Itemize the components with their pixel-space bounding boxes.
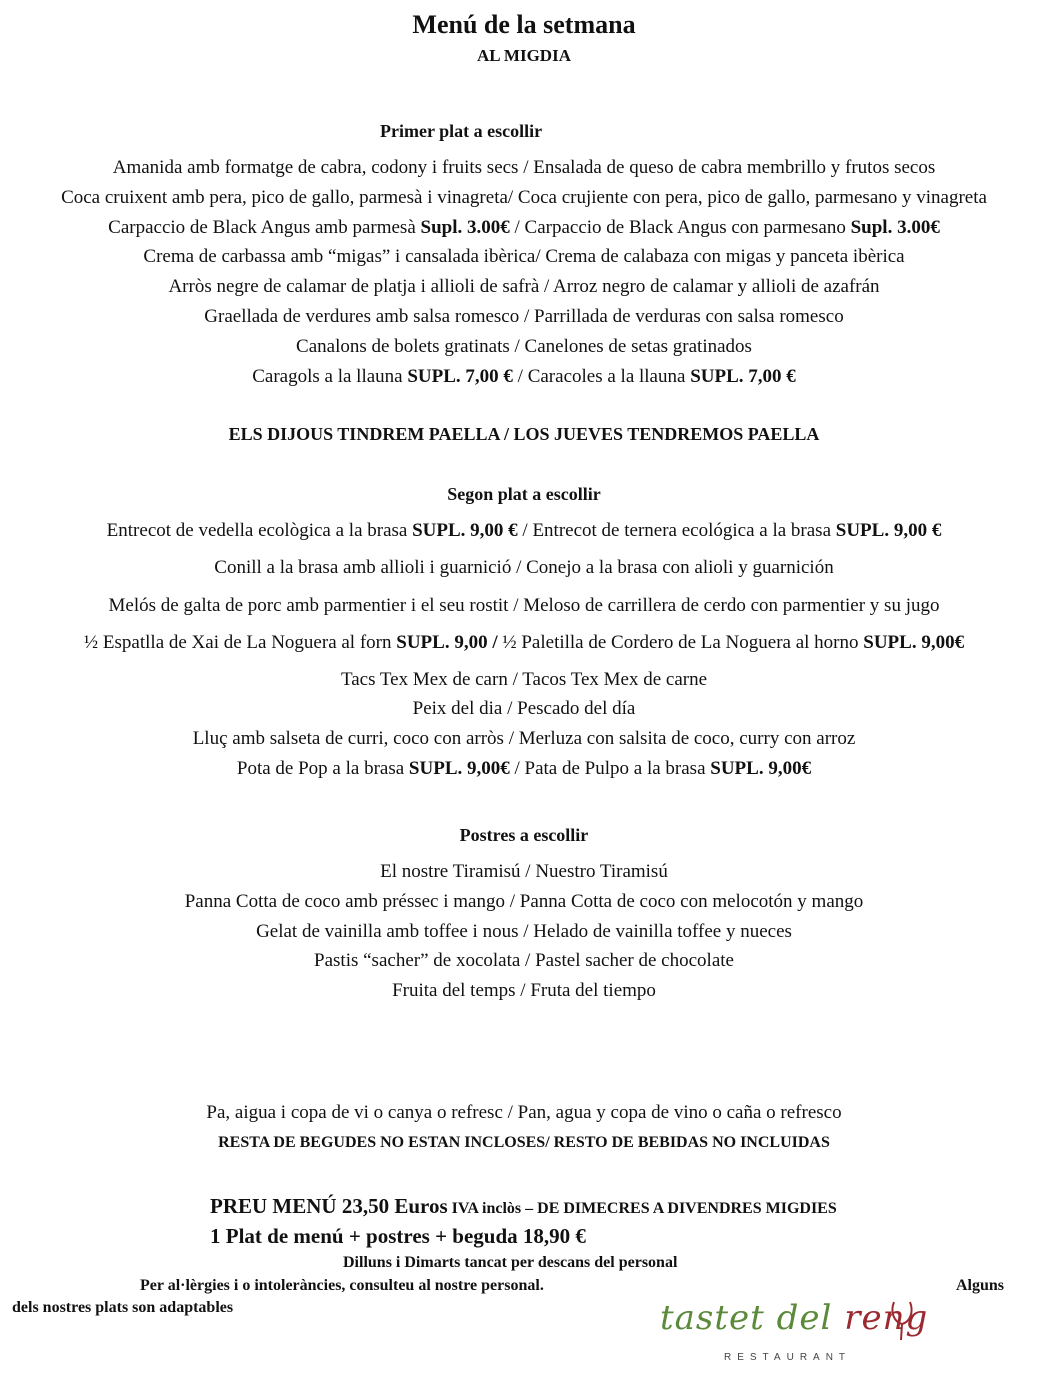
price-line-2: 1 Plat de menú + postres + beguda 18,90 € bbox=[210, 1224, 586, 1248]
menu-item-text: / Entrecot de ternera ecológica a la brasa bbox=[517, 520, 836, 541]
menu-item bbox=[0, 595, 1048, 617]
logo-tagline: RESTAURANT bbox=[724, 1352, 852, 1363]
page-title: Menú de la setmana bbox=[412, 10, 636, 39]
price-details: IVA inclòs – DE DIMECRES A DIVENDRES MIGDIES bbox=[447, 1200, 837, 1217]
menu-item-text: Amanida amb formatge de cabra, codony i fruits secs / Ensalada de queso de cabra membrillo y frutos secos bbox=[112, 157, 936, 178]
supplement-price: SUPL. 9,00 € bbox=[835, 520, 942, 541]
price-main: PREU MENÚ 23,50 Euros bbox=[210, 1194, 448, 1218]
menu-item bbox=[0, 187, 1048, 209]
menu-item-text: Peix del dia / Pescado del día bbox=[412, 698, 636, 719]
menu-item bbox=[0, 217, 1048, 239]
supplement-price: SUPL. 9,00€ bbox=[408, 758, 510, 779]
menu-item-text: Pastis “sacher” de xocolata / Pastel sacher de chocolate bbox=[314, 950, 734, 971]
supplement-price: SUPL. 9,00€ bbox=[863, 632, 965, 653]
restaurant-logo bbox=[660, 1298, 940, 1378]
menu-item-text: / Caracoles a la llauna bbox=[512, 366, 691, 387]
logo-wordmark: tastet del reng bbox=[660, 1298, 929, 1338]
supplement-price: SUPL. 9,00 € bbox=[412, 520, 518, 541]
allergy-note: Per al·lèrgies i o intoleràncies, consulteu al nostre personal. bbox=[140, 1277, 544, 1294]
menu-item-text: Canalons de bolets gratinats / Canelones de setas gratinados bbox=[296, 336, 752, 357]
menu-item bbox=[0, 276, 1048, 298]
page-subtitle: AL MIGDIA bbox=[477, 46, 571, 65]
menu-item-text: Lluç amb salseta de curri, coco con arròs / Merluza con salsita de coco, curry con arroz bbox=[192, 728, 856, 749]
menu-item-text: Coca cruixent amb pera, pico de gallo, parmesà i vinagreta/ Coca crujiente con pera, pico de gallo, parmesano y vinagreta bbox=[61, 187, 987, 208]
supplement-price: SUPL. 9,00 / bbox=[396, 632, 503, 653]
menu-item-text: Arròs negre de calamar de platja i allioli de safrà / Arroz negro de calamar y allioli de azafrán bbox=[168, 276, 880, 297]
menu-item bbox=[0, 246, 1048, 268]
menu-item bbox=[0, 980, 1048, 1002]
menu-item-text: Tacs Tex Mex de carn / Tacos Tex Mex de carne bbox=[340, 669, 708, 690]
menu-item-text: Caragols a la llauna bbox=[252, 366, 408, 387]
section-heading-postres: Postres a escollir bbox=[459, 825, 589, 845]
supplement-price: SUPL. 7,00 € bbox=[690, 366, 796, 387]
menu-item bbox=[0, 366, 1048, 388]
menu-item bbox=[0, 520, 1048, 542]
closed-note: Dilluns i Dimarts tancat per descans del personal bbox=[343, 1254, 678, 1271]
menu-item-text: El nostre Tiramisú / Nuestro Tiramisú bbox=[380, 861, 668, 882]
menu-item-text: Gelat de vainilla amb toffee i nous / Helado de vainilla toffee y nueces bbox=[256, 921, 792, 942]
supplement-price: Supl. 3.00€ bbox=[850, 217, 940, 238]
menu-item bbox=[0, 632, 1048, 654]
section-heading-segon: Segon plat a escollir bbox=[447, 484, 601, 504]
supplement-price: Supl. 3.00€ bbox=[420, 217, 510, 238]
menu-item-text: Fruita del temps / Fruta del tiempo bbox=[392, 980, 656, 1001]
menu-item-text: Graellada de verdures amb salsa romesco / Parrillada de verduras con salsa romesco bbox=[204, 306, 844, 327]
menu-item-text: / Pata de Pulpo a la brasa bbox=[509, 758, 711, 779]
drinks-line: Pa, aigua i copa de vi o canya o refresc / Pan, agua y copa de vino o caña o refresco bbox=[206, 1102, 842, 1123]
allergy-note-cont: Alguns bbox=[956, 1277, 1005, 1294]
menu-item-text: Melós de galta de porc amb parmentier i el seu rostit / Meloso de carrillera de cerdo con parmentier y su jugo bbox=[108, 595, 940, 616]
menu-item bbox=[0, 336, 1048, 358]
menu-item bbox=[0, 306, 1048, 328]
supplement-price: SUPL. 9,00€ bbox=[710, 758, 812, 779]
menu-item-text: Pota de Pop a la brasa bbox=[236, 758, 409, 779]
price-line-1 bbox=[210, 1194, 837, 1219]
menu-item-text: Crema de carbassa amb “migas” i cansalada ibèrica/ Crema de calabaza con migas y panceta ibèrica bbox=[143, 246, 905, 267]
drinks-note: RESTA DE BEGUDES NO ESTAN INCLOSES/ RESTO DE BEBIDAS NO INCLUIDAS bbox=[218, 1134, 830, 1151]
menu-item bbox=[0, 921, 1048, 943]
wine-glass-icon bbox=[888, 1300, 916, 1344]
paella-notice: ELS DIJOUS TINDREM PAELLA / LOS JUEVES TENDREMOS PAELLA bbox=[228, 424, 820, 444]
menu-item bbox=[0, 698, 1048, 720]
section-heading-primer: Primer plat a escollir bbox=[380, 121, 543, 141]
menu-item bbox=[0, 728, 1048, 750]
menu-item bbox=[0, 758, 1048, 780]
menu-item bbox=[0, 669, 1048, 691]
menu-item bbox=[0, 861, 1048, 883]
menu-item-text: Entrecot de vedella ecològica a la brasa bbox=[106, 520, 413, 541]
menu-item bbox=[0, 950, 1048, 972]
menu-item-text: Panna Cotta de coco amb préssec i mango / Panna Cotta de coco con melocotón y mango bbox=[184, 891, 864, 912]
menu-item bbox=[0, 157, 1048, 179]
supplement-price: SUPL. 7,00 € bbox=[407, 366, 513, 387]
menu-item-text: Conill a la brasa amb allioli i guarnició / Conejo a la brasa con alioli y guarnición bbox=[214, 557, 834, 578]
menu-item-text: Carpaccio de Black Angus amb parmesà bbox=[108, 217, 421, 238]
menu-item bbox=[0, 891, 1048, 913]
menu-item-text: ½ Espatlla de Xai de La Noguera al forn bbox=[83, 632, 397, 653]
menu-item bbox=[0, 557, 1048, 579]
allergy-note-end: dels nostres plats son adaptables bbox=[12, 1299, 234, 1316]
menu-item-text: / Carpaccio de Black Angus con parmesano bbox=[509, 217, 851, 238]
menu-item-text: ½ Paletilla de Cordero de La Noguera al horno bbox=[502, 632, 864, 653]
